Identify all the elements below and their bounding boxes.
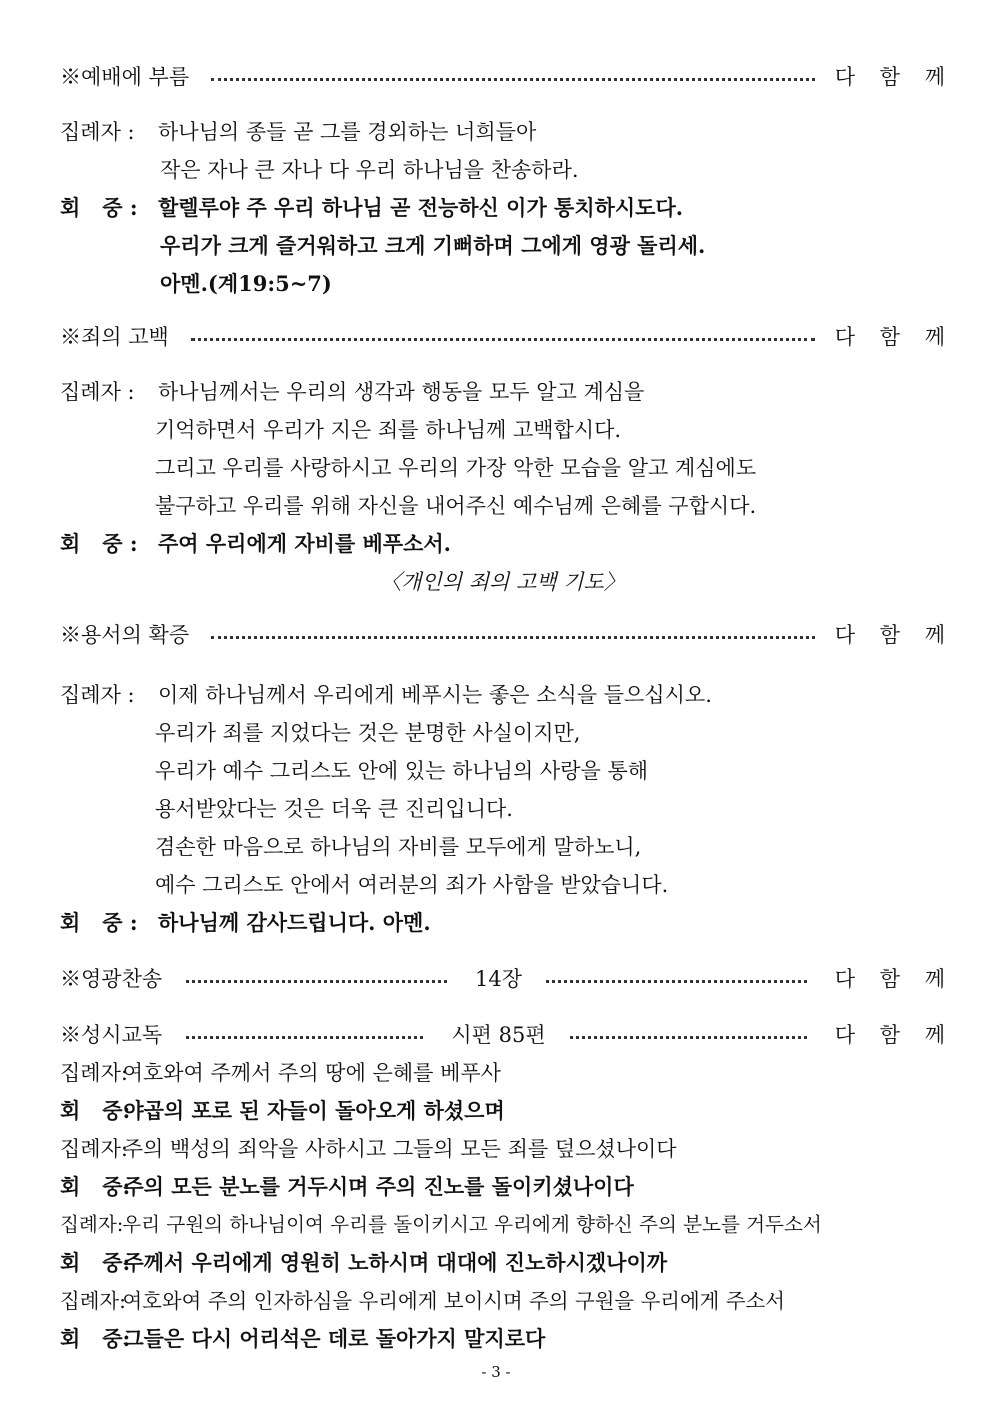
page-number: - 3 - bbox=[481, 1363, 511, 1381]
liturgy-text: 그들은 다시 어리석은 데로 돌아가지 말지로다 bbox=[123, 1326, 546, 1351]
section-title: ※성시교독 bbox=[60, 1023, 163, 1047]
leader-line bbox=[60, 413, 992, 447]
liturgy-text: 야곱의 포로 된 자들이 돌아오게 하셨으며 bbox=[123, 1098, 505, 1123]
psalter-congregation-line bbox=[60, 1246, 945, 1280]
psalter-leader-line bbox=[60, 1132, 945, 1166]
leader-line bbox=[60, 754, 992, 788]
speaker-label: 회 중: bbox=[60, 1250, 131, 1275]
leader-line bbox=[60, 489, 992, 523]
liturgy-text: 할렐루야 주 우리 하나님 곧 전능하신 이가 통치하시도다. bbox=[158, 195, 684, 220]
psalter-leader-line bbox=[60, 1056, 945, 1090]
leader-dots bbox=[186, 1036, 423, 1039]
section-title: ※용서의 확증 bbox=[60, 623, 190, 647]
leader-line bbox=[60, 830, 992, 864]
prayer-note: 〈개인의 죄의 고백 기도〉 bbox=[380, 570, 625, 594]
section-title: ※영광찬송 bbox=[60, 967, 163, 991]
speaker-label: 집례자: bbox=[60, 1137, 128, 1161]
speaker-label: 집례자 : bbox=[60, 683, 135, 707]
liturgy-text: 우리가 예수 그리스도 안에 있는 하나님의 사랑을 통해 bbox=[155, 759, 649, 783]
speaker-label: 회 중 : bbox=[60, 195, 138, 220]
leader-line bbox=[60, 115, 945, 149]
psalter-congregation-line bbox=[60, 1170, 945, 1204]
leader-line bbox=[60, 716, 992, 750]
speaker-label: 집례자: bbox=[60, 1213, 124, 1236]
liturgy-text: 여호와여 주께서 주의 땅에 은혜를 베푸사 bbox=[122, 1061, 501, 1085]
participant-label: 다 함 께 bbox=[834, 1023, 955, 1047]
speaker-label: 집례자: bbox=[60, 1289, 126, 1313]
speaker-label: 집례자 : bbox=[60, 120, 135, 144]
speaker-label: 집례자 : bbox=[60, 380, 135, 404]
psalter-congregation-line bbox=[60, 1094, 945, 1128]
leader-line bbox=[60, 792, 992, 826]
speaker-label: 집례자: bbox=[60, 1061, 128, 1085]
section-heading-psalter bbox=[60, 1018, 955, 1052]
liturgy-text: 하나님의 종들 곧 그를 경외하는 너희들아 bbox=[158, 120, 537, 144]
liturgy-text: 이제 하나님께서 우리에게 베푸시는 좋은 소식을 들으십시오. bbox=[158, 683, 712, 707]
liturgy-text: 주의 모든 분노를 거두시며 주의 진노를 돌이키셨나이다 bbox=[123, 1174, 634, 1199]
participant-label: 다 함 께 bbox=[834, 623, 954, 647]
congregation-line bbox=[60, 229, 992, 263]
liturgy-text: 기억하면서 우리가 지은 죄를 하나님께 고백합시다. bbox=[155, 418, 622, 442]
leader-dots bbox=[570, 1036, 807, 1039]
liturgy-text: 하나님께서는 우리의 생각과 행동을 모두 알고 계심을 bbox=[158, 380, 645, 404]
liturgy-text: 우리가 크게 즐거워하고 크게 기뻐하며 그에게 영광 돌리세. bbox=[160, 233, 706, 258]
congregation-line bbox=[60, 191, 945, 225]
leader-dots bbox=[211, 636, 815, 639]
leader-line bbox=[60, 375, 945, 409]
section-heading-confession bbox=[60, 320, 954, 354]
psalter-congregation-line bbox=[60, 1322, 945, 1356]
liturgy-text: 겸손한 마음으로 하나님의 자비를 모두에게 말하노니, bbox=[155, 835, 642, 859]
liturgy-text: 주여 우리에게 자비를 베푸소서. bbox=[158, 531, 451, 556]
hymn-number: 14장 bbox=[474, 967, 522, 991]
congregation-line bbox=[60, 527, 945, 561]
speaker-label: 회 중: bbox=[60, 1174, 131, 1199]
congregation-line bbox=[60, 267, 992, 301]
psalter-leader-line bbox=[60, 1284, 945, 1318]
liturgy-text: 주께서 우리에게 영원히 노하시며 대대에 진노하시겠나이까 bbox=[123, 1250, 668, 1275]
leader-dots bbox=[211, 78, 815, 81]
psalm-reference: 시편 85편 bbox=[451, 1023, 546, 1047]
liturgy-text: 작은 자나 큰 자나 다 우리 하나님을 찬송하라. bbox=[160, 158, 579, 182]
speaker-label: 회 중: bbox=[60, 1098, 131, 1123]
section-heading-assurance bbox=[60, 618, 954, 652]
liturgy-text: 우리 구원의 하나님이여 우리를 돌이키시고 우리에게 향하신 주의 분노를 거두소서 bbox=[122, 1213, 822, 1236]
leader-line bbox=[60, 153, 992, 187]
participant-label: 다 함 께 bbox=[834, 967, 955, 991]
section-title: ※예배에 부름 bbox=[60, 65, 190, 89]
participant-label: 다 함 께 bbox=[834, 65, 954, 89]
leader-line bbox=[60, 868, 992, 902]
liturgy-text: 아멘.(계19:5~7) bbox=[160, 271, 332, 296]
liturgy-text: 우리가 죄를 지었다는 것은 분명한 사실이지만, bbox=[155, 721, 581, 745]
speaker-label: 회 중 : bbox=[60, 910, 138, 935]
leader-line bbox=[60, 451, 992, 485]
section-heading-gloria bbox=[60, 962, 955, 996]
section-heading-call bbox=[60, 60, 954, 94]
liturgy-text: 불구하고 우리를 위해 자신을 내어주신 예수님께 은혜를 구합시다. bbox=[155, 494, 757, 518]
liturgy-text: 용서받았다는 것은 더욱 큰 진리입니다. bbox=[155, 797, 513, 821]
speaker-label: 회 중: bbox=[60, 1326, 131, 1351]
section-title: ※죄의 고백 bbox=[60, 325, 169, 349]
leader-dots bbox=[186, 980, 447, 983]
liturgy-text: 주의 백성의 죄악을 사하시고 그들의 모든 죄를 덮으셨나이다 bbox=[122, 1137, 677, 1161]
speaker-label: 회 중 : bbox=[60, 531, 138, 556]
congregation-line bbox=[60, 906, 945, 940]
participant-label: 다 함 께 bbox=[834, 325, 954, 349]
liturgy-text: 여호와여 주의 인자하심을 우리에게 보이시며 주의 구원을 우리에게 주소서 bbox=[122, 1289, 785, 1313]
leader-line bbox=[60, 678, 945, 712]
liturgy-text: 예수 그리스도 안에서 여러분의 죄가 사함을 받았습니다. bbox=[155, 873, 669, 897]
liturgy-text: 하나님께 감사드립니다. 아멘. bbox=[158, 910, 431, 935]
psalter-leader-line bbox=[60, 1208, 945, 1242]
leader-dots bbox=[191, 338, 815, 341]
liturgy-text: 그리고 우리를 사랑하시고 우리의 가장 악한 모습을 알고 계심에도 bbox=[155, 456, 757, 480]
leader-dots bbox=[546, 980, 807, 983]
